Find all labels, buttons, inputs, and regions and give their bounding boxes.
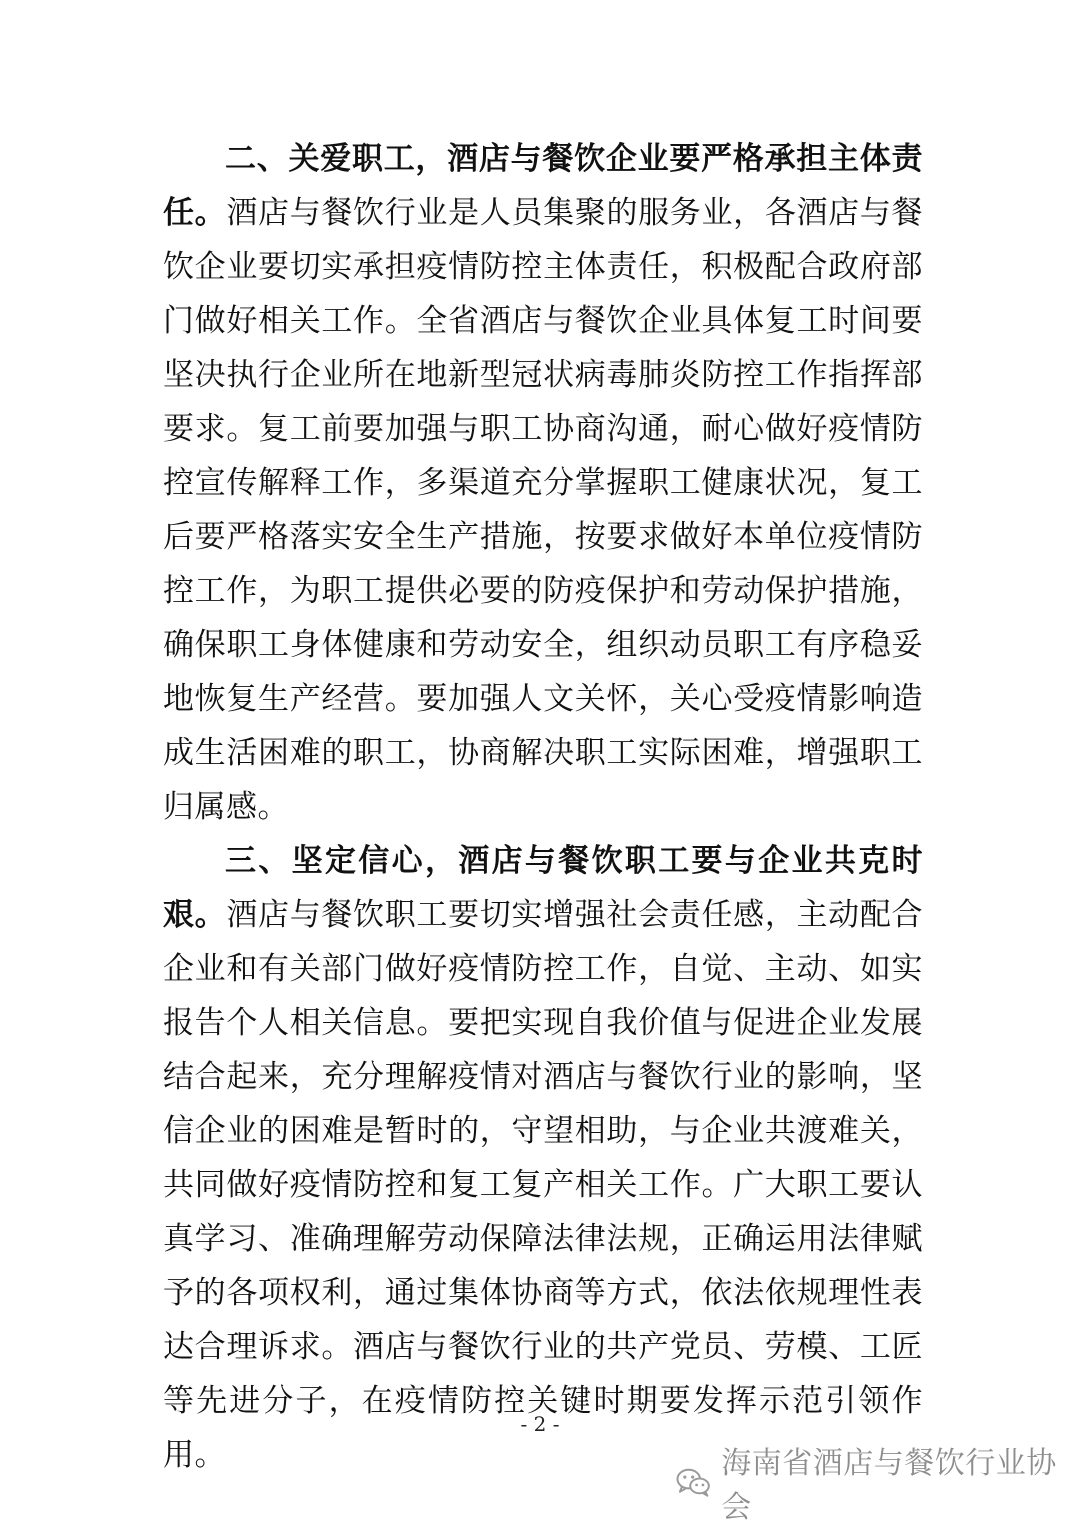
section-body-2: 酒店与餐饮行业是人员集聚的服务业，各酒店与餐饮企业要切实承担疫情防控主体责任，积极配合政府部门做好相关工作。全省酒店与餐饮企业具体复工时间要坚决执行企业所在地新型冠状病毒肺炎防控工作指挥部要求。复工前要加强与职工协商沟通，耐心做好疫情防控宣传解释工作，多渠道充分掌握职工健康状况，复工后要严格落实安全生产措施，按要求做好本单位疫情防控工作，为职工提供必要的防疫保护和劳动保护措施，确保职工身体健康和劳动安全，组织动员职工有序稳妥地恢复生产经营。要加强人文关怀，关心受疫情影响造成生活困难的职工，协商解决职工实际困难，增强职工归属感。 <box>163 195 924 825</box>
page-number: - 2 - <box>520 1412 560 1436</box>
paragraph-caring-for-workers <box>163 132 923 834</box>
section-heading-2: 二、关爱职工，酒店与餐饮企业要严格承担主体责任。 <box>163 141 923 231</box>
watermark <box>676 1446 1080 1525</box>
section-body-3: 酒店与餐饮职工要切实增强社会责任感，主动配合企业和有关部门做好疫情防控工作，自觉、主动、如实报告个人相关信息。要把实现自我价值与促进企业发展结合起来，充分理解疫情对酒店与餐饮行业的影响，坚信企业的困难是暂时的，守望相助，与企业共渡难关，共同做好疫情防控和复工复产相关工作。广大职工要认真学习、准确理解劳动保障法律法规，正确运用法律赋予的各项权利，通过集体协商等方式，依法依规理性表达合理诉求。酒店与餐饮行业的共产党员、劳模、工匠等先进分子，在疫情防控关键时期要发挥示范引领作用。 <box>163 897 924 1473</box>
watermark-text: 海南省酒店与餐饮行业协会 <box>721 1446 1057 1525</box>
wechat-icon <box>676 1467 711 1497</box>
document-body <box>163 132 923 1482</box>
section-heading-3: 三、坚定信心，酒店与餐饮职工要与企业共克时艰。 <box>163 843 923 933</box>
paragraph-firm-confidence <box>163 834 923 1482</box>
